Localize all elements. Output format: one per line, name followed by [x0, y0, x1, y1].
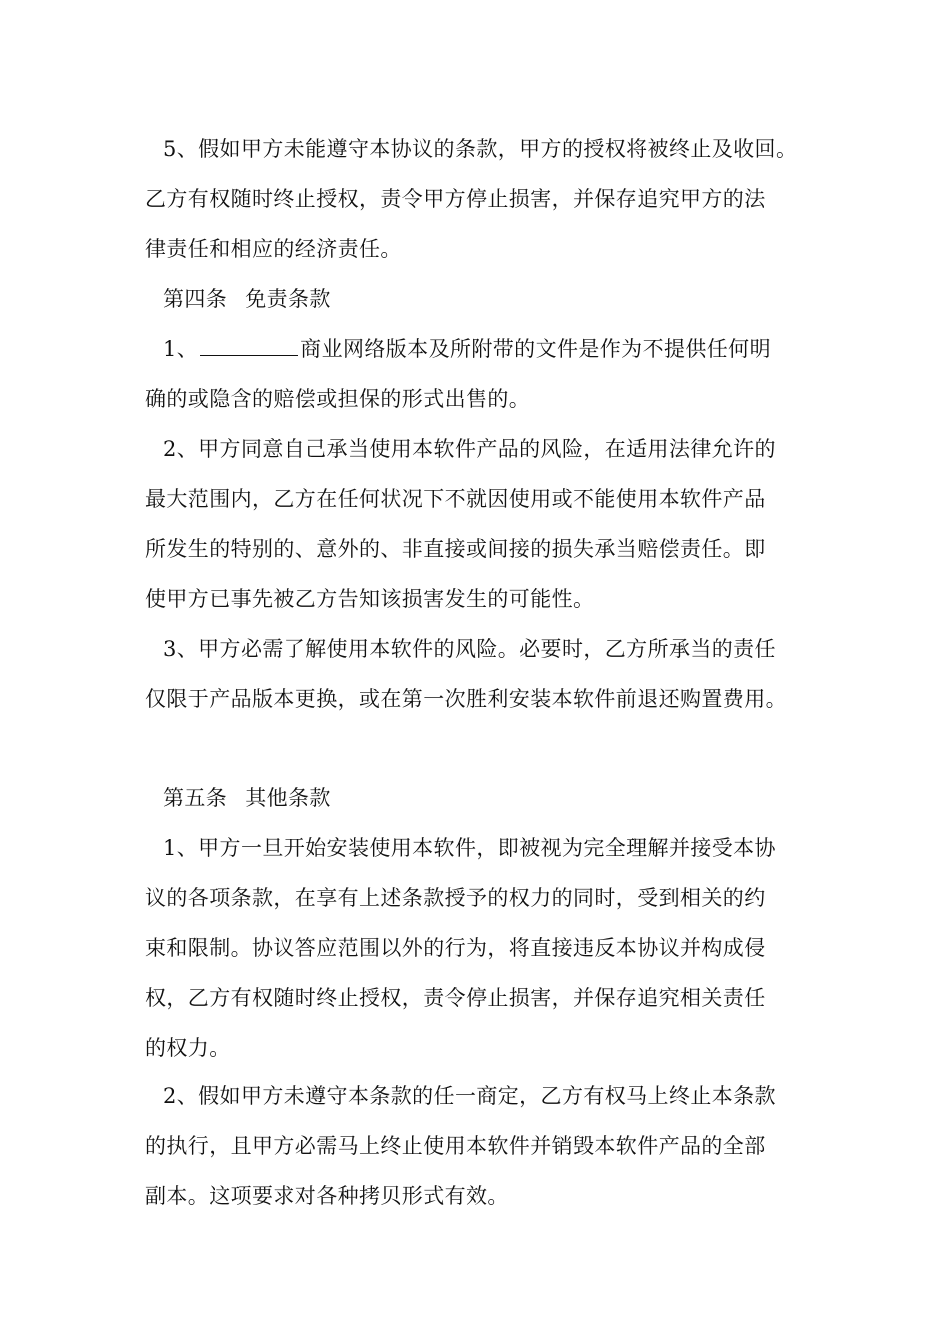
s4-item1-text: 商业网络版本及所附带的文件是作为不提供任何明 [300, 337, 771, 361]
blank-underline [200, 337, 298, 356]
s5-item2-line3: 副本。这项要求对各种拷贝形式有效。 [145, 1184, 509, 1208]
s3-item5-line1: 5、假如甲方未能遵守本协议的条款，甲方的授权将被终止及收回。 [163, 137, 798, 161]
s4-item2-line4: 使甲方已事先被乙方告知该损害发生的可能性。 [145, 587, 595, 611]
s4-item2-line3: 所发生的特别的、意外的、非直接或间接的损失承当赔偿责任。即 [145, 537, 766, 561]
s5-item1-line3: 束和限制。协议答应范围以外的行为，将直接违反本协议并构成侵 [145, 936, 766, 960]
s3-item5-line3: 律责任和相应的经济责任。 [145, 237, 402, 261]
section4-title: 免责条款 [245, 287, 331, 311]
section4-number: 第四条 [163, 287, 228, 311]
section5-title: 其他条款 [245, 786, 331, 810]
s4-item3-line1: 3、甲方必需了解使用本软件的风险。必要时，乙方所承当的责任 [163, 637, 776, 661]
s5-item1-line4: 权，乙方有权随时终止授权，责令停止损害，并保存追究相关责任 [145, 986, 766, 1010]
s5-item2-line2: 的执行，且甲方必需马上终止使用本软件并销毁本软件产品的全部 [145, 1134, 766, 1158]
section5-number: 第五条 [163, 786, 228, 810]
s4-item1-line2: 确的或隐含的赔偿或担保的形式出售的。 [145, 387, 531, 411]
s4-item2-line1: 2、甲方同意自己承当使用本软件产品的风险，在适用法律允许的 [163, 437, 776, 461]
section5-heading [163, 783, 853, 813]
s5-item1-line2: 议的各项条款，在享有上述条款授予的权力的同时，受到相关的约 [145, 886, 766, 910]
s5-item2-line1: 2、假如甲方未遵守本条款的任一商定，乙方有权马上终止本条款 [163, 1084, 776, 1108]
section4-heading [163, 284, 853, 314]
s5-item1-line1: 1、甲方一旦开始安装使用本软件，即被视为完全理解并接受本协 [163, 836, 776, 860]
s4-item2-line2: 最大范围内，乙方在任何状况下不就因使用或不能使用本软件产品 [145, 487, 766, 511]
s3-item5-line2: 乙方有权随时终止授权，责令甲方停止损害，并保存追究甲方的法 [145, 187, 766, 211]
s4-item1-line1 [163, 334, 853, 364]
s4-item3-line2: 仅限于产品版本更换，或在第一次胜利安装本软件前退还购置费用。 [145, 687, 787, 711]
s5-item1-line5: 的权力。 [145, 1036, 231, 1060]
s4-item1-prefix: 1、 [163, 337, 199, 361]
